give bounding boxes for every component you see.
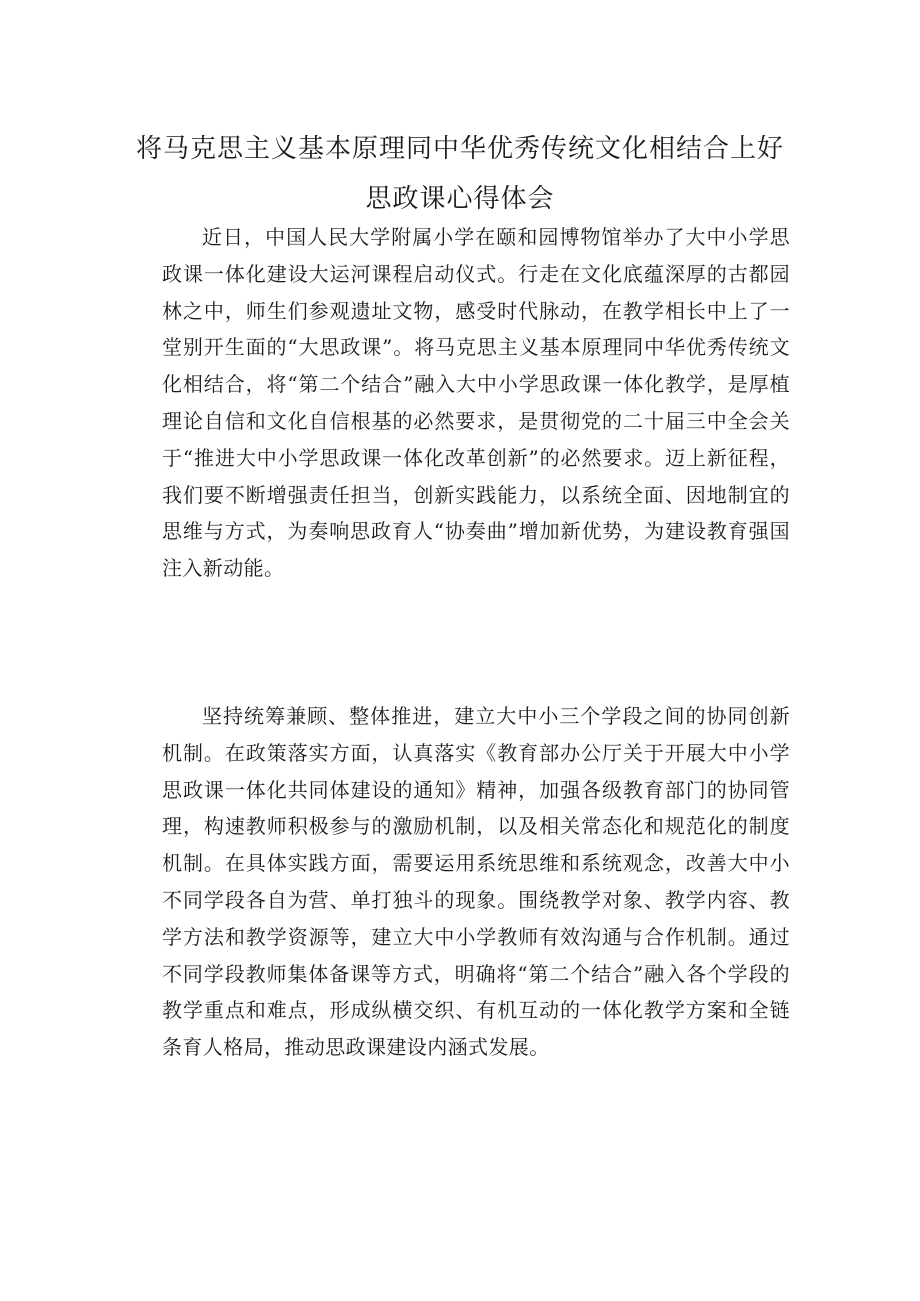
document-title: 将马克思主义基本原理同中华优秀传统文化相结合上好思政课心得体会 [135,134,784,214]
body-paragraph-2: 坚持统筹兼顾、整体推进，建立大中小三个学段之间的协同创新机制。在政策落实方面，认真落实《教育部办公厅关于开展大中小学思政课一体化共同体建设的通知》精神，加强各级教育部门的协同管理，构速教师积极参与的激励机制，以及相关常态化和规范化的制度机制。在具体实践方面，需要运用系统思维和系统观念，改善大中小不同学段各自为营、单打独斗的现象。围绕教学对象、教学内容、教学方法和教学资源等，建立大中小学教师有效沟通与合作机制。通过不同学段教师集体备课等方式，明确将“第二个结合”融入各个学段的教学重点和难点，形成纵横交织、有机互动的一体化教学方案和全链条育人格局，推动思政课建设内涵式发展。 [162,704,790,1060]
body-paragraph-1: 近日，中国人民大学附属小学在颐和园博物馆举办了大中小学思政课一体化建设大运河课程启动仪式。行走在文化底蕴深厚的古都园林之中，师生们参观遗址文物，感受时代脉动，在教学相长中上了一堂别开生面的“大思政课”。将马克思主义基本原理同中华优秀传统文化相结合，将“第二个结合”融入大中小学思政课一体化教学，是厚植理论自信和文化自信根基的必然要求，是贯彻党的二十届三中全会关于“推进大中小学思政课一体化改革创新”的必然要求。迈上新征程，我们要不断增强责任担当，创新实践能力，以系统全面、因地制宜的思维与方式，为奏响思政育人“协奏曲”增加新优势，为建设教育强国注入新动能。 [162,225,790,581]
